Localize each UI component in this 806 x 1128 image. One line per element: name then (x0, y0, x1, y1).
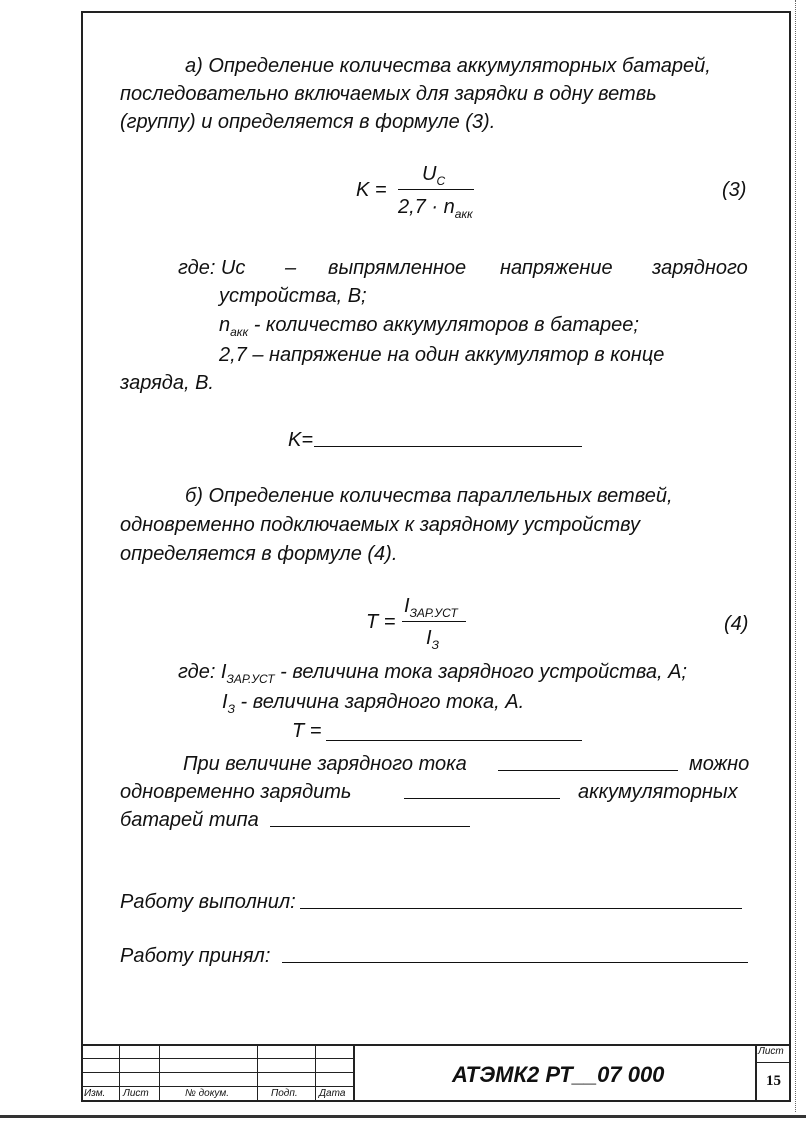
battery-count-blank[interactable] (404, 798, 560, 799)
grid-col-2 (159, 1044, 160, 1102)
sheet-label: Лист (758, 1046, 784, 1057)
k-answer-label: K= (288, 429, 314, 451)
where-3-continuation: устройства, В; (219, 285, 367, 307)
formula-4-lhs: T = (366, 611, 396, 633)
grid-row-3 (81, 1086, 353, 1087)
title-block-top-border (81, 1044, 791, 1046)
grid-col-5 (353, 1044, 355, 1102)
charge-current-blank[interactable] (498, 770, 678, 771)
t-answer-label: T = (292, 720, 322, 742)
formula-4-denominator: $I_З$ (426, 627, 439, 652)
t-answer-blank[interactable] (326, 740, 582, 741)
bottom-edge-rule (0, 1115, 806, 1118)
section-b-line-1: б) Определение количества параллельных ветвей, (185, 485, 673, 507)
section-a-line-2: последовательно включаемых для зарядки в одну ветвь (120, 83, 657, 105)
work-accepted-label: Работу принял: (120, 945, 271, 967)
formula-4-fraction-bar (402, 621, 466, 622)
header-signature: Подп. (271, 1088, 298, 1099)
where-3-word-2: напряжение (500, 257, 613, 279)
battery-type-blank[interactable] (270, 826, 470, 827)
where-4-current-1: где: $I_{ЗАР.УСТ}$ - величина тока зарядного устройства, А; (178, 661, 687, 686)
grid-col-3 (257, 1044, 258, 1102)
section-b-line-2: одновременно подключаемых к зарядному устройству (120, 514, 640, 536)
where-3-dash: – (285, 257, 297, 279)
where-4-current-2: $I_З$ - величина зарядного тока, А. (222, 691, 525, 716)
formula-4-number: (4) (724, 613, 749, 635)
where-3-word-3: зарядного (652, 257, 748, 279)
section-b-line-3: определяется в формуле (4). (120, 543, 398, 565)
formula-3-numerator: $U_C$ (422, 163, 446, 188)
conclusion-text-5: батарей типа (120, 809, 259, 831)
conclusion-text-3: одновременно зарядить (120, 781, 352, 803)
where-3-prefix: где: Uс (178, 257, 246, 279)
header-change: Изм. (84, 1088, 106, 1099)
header-date: Дата (319, 1088, 346, 1099)
work-accepted-blank[interactable] (282, 962, 748, 963)
section-a-line-3: (группу) и определяется в формуле (3). (120, 111, 496, 133)
where-3-word-1: выпрямленное (328, 257, 467, 279)
where-3-voltage-definition: 2,7 – напряжение на один аккумулятор в конце (219, 344, 665, 366)
header-sheet: Лист (123, 1088, 149, 1099)
where-3-n-definition: $n_{акк}$ - количество аккумуляторов в батарее; (219, 314, 639, 339)
conclusion-text-1: При величине зарядного тока (183, 753, 467, 775)
formula-3-number: (3) (722, 179, 747, 201)
title-block (81, 1044, 791, 1102)
section-a-line-1: а) Определение количества аккумуляторных батарей, (185, 55, 711, 77)
formula-3-denominator: $2,7 \cdot n_{акк}$ (398, 196, 473, 221)
header-doc-number: № докум. (185, 1088, 230, 1099)
grid-col-6 (755, 1044, 757, 1102)
grid-row-1 (81, 1058, 353, 1059)
where-3-voltage-continuation: заряда, В. (120, 372, 214, 394)
sheet-cell-divider (755, 1062, 791, 1063)
k-answer-blank[interactable] (314, 446, 582, 447)
sheet-number: 15 (766, 1073, 781, 1089)
formula-3-fraction-bar (398, 189, 474, 190)
conclusion-text-4: аккумуляторных (578, 781, 738, 803)
work-done-label: Работу выполнил: (120, 891, 296, 913)
conclusion-text-2: можно (689, 753, 750, 775)
document-code: АТЭМК2 РТ__07 000 (452, 1062, 665, 1087)
work-done-blank[interactable] (300, 908, 742, 909)
formula-4-numerator: $I_{ЗАР.УСТ}$ (404, 595, 458, 620)
grid-row-2 (81, 1072, 353, 1073)
grid-col-4 (315, 1044, 316, 1102)
formula-3-lhs: K = (356, 179, 387, 201)
grid-col-1 (119, 1044, 120, 1102)
right-edge-rule (795, 0, 797, 1112)
